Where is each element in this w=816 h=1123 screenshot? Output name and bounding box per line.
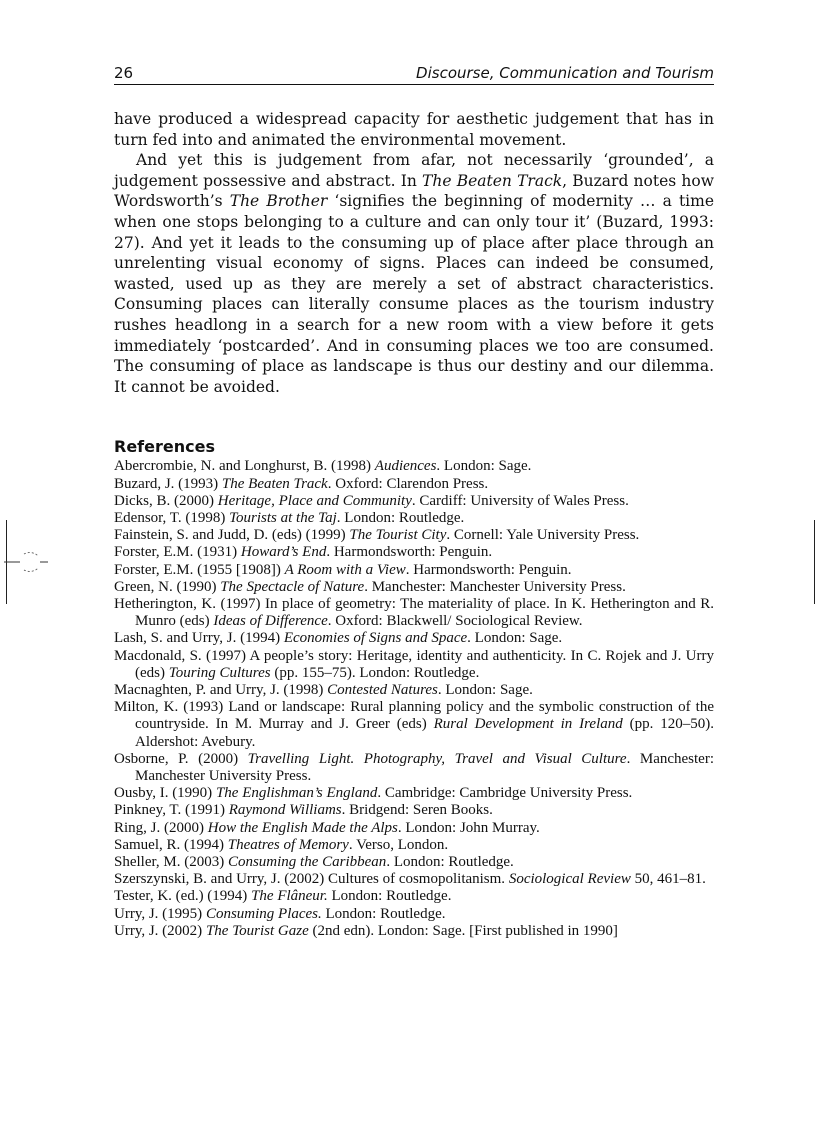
page-number: 26 (114, 64, 134, 82)
reference-entry: Edensor, T. (1998) Tourists at the Taj. London: Routledge. (114, 509, 465, 526)
references-heading: References (114, 437, 215, 457)
reference-entry: Dicks, B. (2000) Heritage, Place and Community. Cardiff: University of Wales Press. (114, 492, 629, 509)
reference-entry: Urry, J. (2002) The Tourist Gaze (2nd edn). London: Sage. [First published in 1990] (114, 922, 618, 939)
reference-entry: Sheller, M. (2003) Consuming the Caribbean. London: Routledge. (114, 853, 514, 870)
reference-entry: Buzard, J. (1993) The Beaten Track. Oxford: Clarendon Press. (114, 475, 489, 492)
reference-entry: Tester, K. (ed.) (1994) The Flâneur. London: Routledge. (114, 888, 452, 905)
reference-entry: Szerszynski, B. and Urry, J. (2002) Cultures of cosmopolitanism. Sociological Review 50, 461–81. (114, 871, 706, 888)
reference-entry: Abercrombie, N. and Longhurst, B. (1998) Audiences. London: Sage. (114, 458, 532, 475)
page-header (114, 64, 714, 85)
reference-entry: Macnaghten, P. and Urry, J. (1998) Contested Natures. London: Sage. (114, 681, 533, 698)
reference-entry: Forster, E.M. (1931) Howard’s End. Harmondsworth: Penguin. (114, 544, 493, 561)
reference-entry: Lash, S. and Urry, J. (1994) Economies of Signs and Space. London: Sage. (114, 630, 563, 647)
reference-entry: Ousby, I. (1990) The Englishman’s England. Cambridge: Cambridge University Press. (114, 785, 633, 802)
references-list (114, 458, 714, 940)
paragraph-2: And yet this is judgement from afar, not necessarily ‘grounded’, a judgement possessive and abstract. In The Beaten Track, Buzard notes how Wordsworth’s The Brother ‘signifies the beginning of modernity … a time when one stops belonging to a culture and can only tour it’ (Buzard, 1993: 27). And yet it leads to the consuming up of place after place through an unrelenting visual economy of signs. Places can indeed be consumed, wasted, used up as they are merely a set of abstract characteristics. Consuming places can literally consume places as the tourism industry rushes headlong in a search for a new room with a view before it gets immediately ‘postcarded’. And in consuming places we too are consumed. The consuming of place as landscape is thus our destiny and our dilemma. It cannot be avoided. (114, 151, 715, 396)
reference-entry: Hetherington, K. (1997) In place of geometry: The materiality of place. In K. Hetherington and R. Munro (eds) Ideas of Difference. Oxford: Blackwell/ Sociological Review. (114, 595, 714, 630)
reference-entry: Macdonald, S. (1997) A people’s story: Heritage, identity and authenticity. In C. Rojek and J. Urry (eds) Touring Cultures (pp. 155–75). London: Routledge. (114, 647, 714, 681)
running-title: Discourse, Communication and Tourism (416, 64, 714, 82)
reference-entry: Forster, E.M. (1955 [1908]) A Room with a View. Harmondsworth: Penguin. (114, 561, 572, 578)
body-text (114, 109, 714, 397)
paragraph-1: have produced a widespread capacity for aesthetic judgement that has in turn fed into and animated the environmental movement. (114, 110, 714, 149)
page (114, 64, 714, 940)
reference-entry: Green, N. (1990) The Spectacle of Nature. Manchester: Manchester University Press. (114, 578, 626, 595)
reference-entry: Pinkney, T. (1991) Raymond Williams. Bridgend: Seren Books. (114, 802, 493, 819)
reference-entry: Osborne, P. (2000) Travelling Light. Photography, Travel and Visual Culture. Manchester: Manchester University Press. (114, 750, 714, 784)
crop-mark-right (814, 520, 815, 604)
reference-entry: Ring, J. (2000) How the English Made the Alps. London: John Murray. (114, 819, 540, 836)
reference-entry: Fainstein, S. and Judd, D. (eds) (1999) The Tourist City. Cornell: Yale University Press. (114, 527, 640, 544)
reference-entry: Samuel, R. (1994) Theatres of Memory. Verso, London. (114, 836, 449, 853)
registration-mark-icon (4, 550, 48, 574)
reference-entry: Milton, K. (1993) Land or landscape: Rural planning policy and the symbolic construction of the countryside. In M. Murray and J. Greer (eds) Rural Development in Ireland (pp. 120–50). Aldershot: Avebury. (114, 699, 714, 750)
reference-entry: Urry, J. (1995) Consuming Places. London: Routledge. (114, 905, 446, 922)
